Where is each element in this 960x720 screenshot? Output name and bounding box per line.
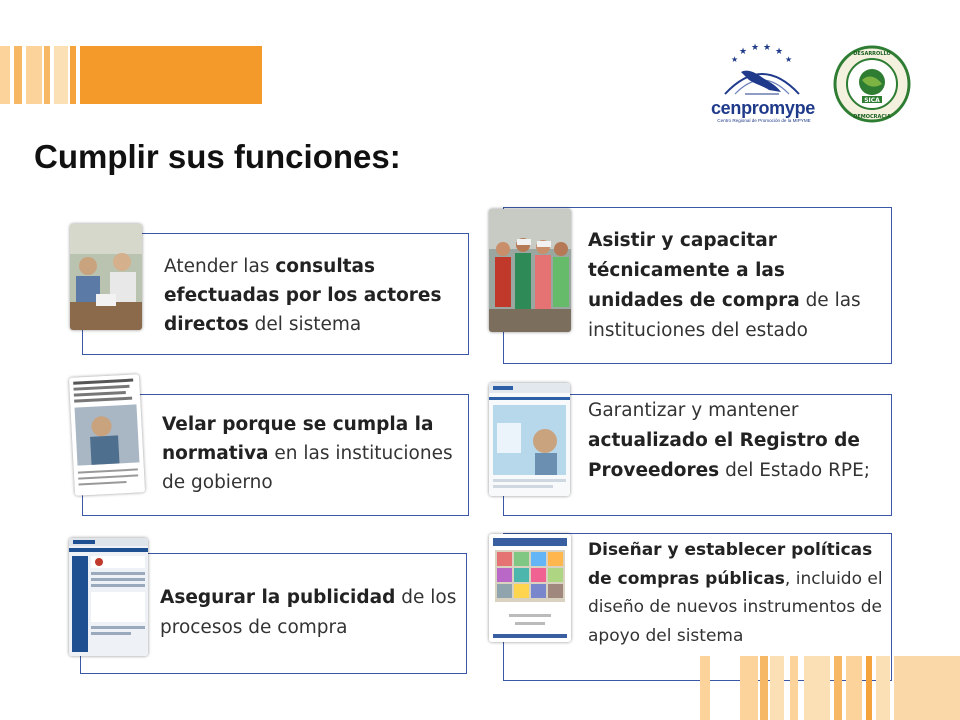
card-3-segment: Velar porque se cumpla la normativa xyxy=(162,414,434,464)
svg-text:★: ★ xyxy=(739,47,748,57)
card-1-text xyxy=(164,252,462,339)
card-4-text xyxy=(588,396,884,486)
card-2-segment: de las instituciones del estado xyxy=(588,290,861,341)
photo-meeting-thumbnail xyxy=(70,224,142,330)
photo-workers-thumbnail xyxy=(489,209,571,332)
header-orange-stripes xyxy=(0,46,262,104)
card-3-text xyxy=(162,410,462,497)
page-title: Cumplir sus funciones: xyxy=(34,138,401,175)
card-4-segment: Garantizar y mantener xyxy=(588,400,799,421)
cenpromype-logo xyxy=(705,42,820,124)
card-5-segment: de los procesos de compra xyxy=(160,587,457,638)
svg-text:★: ★ xyxy=(751,43,760,53)
svg-text:★: ★ xyxy=(763,43,772,53)
website-screenshot-thumbnail xyxy=(489,383,570,496)
sica-label: SICA xyxy=(864,97,880,104)
cenpromype-wordmark: cenpromype xyxy=(710,98,816,118)
card-2-segment: Asistir y capacitar técnicamente a las unidades de compra xyxy=(588,230,800,311)
footer-orange-stripes xyxy=(700,656,960,720)
card-4-segment: actualizado el Registro de Proveedores xyxy=(588,430,860,481)
card-6-segment: Diseñar y establecer políticas de compras públicas xyxy=(588,540,873,589)
card-1-segment: del sistema xyxy=(248,314,362,335)
card-6-text xyxy=(588,536,886,650)
card-5-segment: Asegurar la publicidad xyxy=(160,587,396,608)
card-1-segment: Atender las xyxy=(164,256,276,277)
card-3-segment: en las instituciones de gobierno xyxy=(162,443,453,493)
svg-text:★: ★ xyxy=(775,47,784,57)
card-2-text xyxy=(588,226,884,346)
sica-bottom-text: DEMOCRACIA xyxy=(853,114,891,120)
sica-seal-logo xyxy=(832,44,912,124)
card-6-segment: , incluido el diseño de nuevos instrumentos de apoyo del sistema xyxy=(588,568,883,646)
newspaper-clipping-thumbnail xyxy=(69,374,145,496)
cenpromype-subtitle: Centro Regional de Promoción de la MIPYME xyxy=(717,118,811,123)
card-1-segment: consultas efectuadas por los actores directos xyxy=(164,256,442,335)
svg-text:★: ★ xyxy=(731,55,739,64)
sica-top-text: DESARROLLO xyxy=(853,51,891,57)
card-5-text xyxy=(160,583,460,643)
card-4-segment: del Estado RPE; xyxy=(719,460,871,481)
document-cover-thumbnail xyxy=(489,534,571,642)
portal-screenshot-thumbnail xyxy=(69,538,148,656)
svg-text:★: ★ xyxy=(785,55,793,64)
